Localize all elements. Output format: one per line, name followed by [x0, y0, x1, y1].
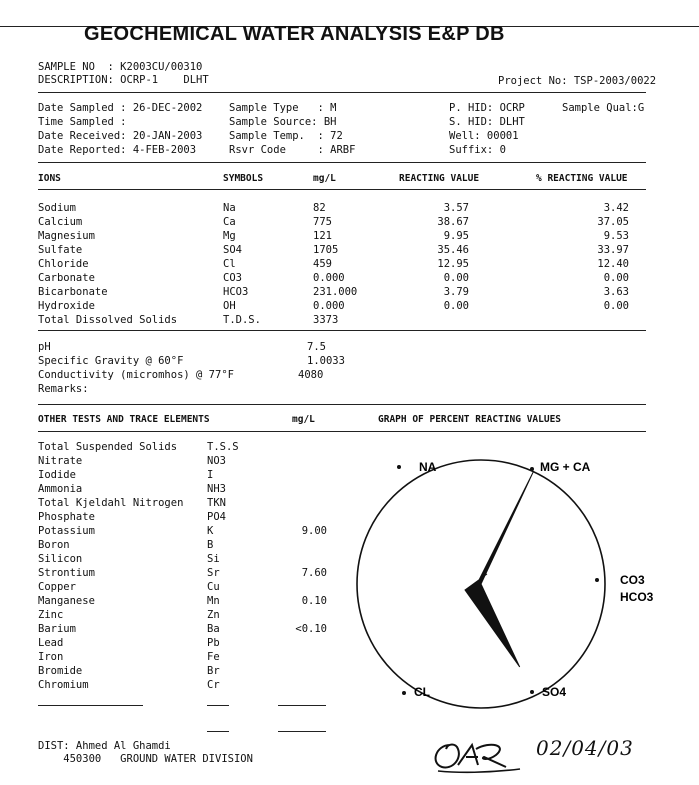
ion-reacting-value: 3.79 — [443, 286, 469, 298]
ion-name: Magnesium — [38, 230, 95, 242]
ion-row — [0, 285, 699, 299]
na-marker — [397, 465, 401, 469]
co3-label: CO3 — [620, 573, 645, 587]
blank-line — [278, 705, 326, 706]
na-label: NA — [419, 460, 437, 474]
percent-reacting-graph — [340, 440, 670, 720]
sample-qual: Sample Qual:G — [562, 102, 645, 114]
ion-mgl: 0.000 — [313, 300, 345, 312]
ion-row — [0, 201, 699, 215]
ion-mgl: 82 — [313, 202, 326, 214]
so4-label: SO4 — [542, 685, 567, 699]
mg-ca-marker — [530, 467, 534, 471]
ion-row — [0, 215, 699, 229]
ion-mgl: 775 — [313, 216, 332, 228]
date-sampled: Date Sampled : 26-DEC-2002 — [38, 102, 203, 114]
trace-symbol: Mn — [207, 595, 220, 607]
ion-name: Total Dissolved Solids — [38, 314, 178, 326]
ion-mgl: 1705 — [313, 244, 339, 256]
trace-name: Total Kjeldahl Nitrogen — [38, 497, 184, 509]
ion-reacting-value: 0.00 — [443, 272, 469, 284]
ion-reacting-value: 12.95 — [437, 258, 469, 270]
dist-line: DIST: Ahmed Al Ghamdi — [38, 740, 171, 752]
ion-mgl: 0.000 — [313, 272, 345, 284]
signature-date: 02/04/03 — [536, 736, 634, 760]
ion-reacting-value: 3.57 — [443, 202, 469, 214]
blank-line — [207, 731, 229, 732]
divider — [38, 404, 646, 405]
trace-name: Bromide — [38, 665, 83, 677]
ion-symbol: Ca — [223, 216, 236, 228]
ion-name: Sulfate — [38, 244, 83, 256]
trace-name: Lead — [38, 637, 64, 649]
ion-percent-reacting-value: 0.00 — [603, 300, 629, 312]
trace-name: Chromium — [38, 679, 89, 691]
blank-line — [207, 705, 229, 706]
rsvr-code: Rsvr Code : ARBF — [229, 144, 356, 156]
ion-percent-reacting-value: 12.40 — [597, 258, 629, 270]
ion-row — [0, 299, 699, 313]
ion-symbol: T.D.S. — [223, 314, 261, 326]
property-value: 7.5 — [307, 341, 326, 353]
ion-reacting-value: 0.00 — [443, 300, 469, 312]
trace-symbol: T.S.S — [207, 441, 239, 453]
ion-symbol: OH — [223, 300, 236, 312]
trace-name: Ammonia — [38, 483, 83, 495]
hco3-label: HCO3 — [620, 590, 654, 604]
blank-line — [278, 731, 326, 732]
trace-value: 0.10 — [301, 595, 327, 607]
header-symbols: SYMBOLS — [223, 173, 264, 184]
ion-percent-reacting-value: 0.00 — [603, 272, 629, 284]
trace-value: 9.00 — [301, 525, 327, 537]
trace-symbol: TKN — [207, 497, 226, 509]
ion-mgl: 459 — [313, 258, 332, 270]
well: Well: 00001 — [449, 130, 519, 142]
trace-name: Silicon — [38, 553, 83, 565]
trace-value: <0.10 — [295, 623, 327, 635]
ion-symbol: SO4 — [223, 244, 242, 256]
trace-name: Iron — [38, 651, 64, 663]
ion-symbol: Cl — [223, 258, 236, 270]
ion-symbol: HCO3 — [223, 286, 249, 298]
trace-symbol: NH3 — [207, 483, 226, 495]
ion-symbol: Mg — [223, 230, 236, 242]
property-label: Conductivity (micromhos) @ 77°F — [38, 369, 234, 381]
trace-symbol: Sr — [207, 567, 220, 579]
divider — [38, 330, 646, 331]
trace-symbol: NO3 — [207, 455, 226, 467]
trace-symbol: Ba — [207, 623, 220, 635]
ion-reacting-value: 38.67 — [437, 216, 469, 228]
trace-name: Potassium — [38, 525, 95, 537]
ion-percent-reacting-value: 9.53 — [603, 230, 629, 242]
cl-label: CL — [414, 685, 430, 699]
ion-name: Bicarbonate — [38, 286, 108, 298]
header-mgl: mg/L — [313, 173, 336, 184]
property-label: Specific Gravity @ 60°F — [38, 355, 184, 367]
trace-symbol: Cu — [207, 581, 220, 593]
ion-row — [0, 257, 699, 271]
sample-type: Sample Type : M — [229, 102, 337, 114]
so4-marker — [530, 690, 534, 694]
time-sampled: Time Sampled : — [38, 116, 127, 128]
sample-description: DESCRIPTION: OCRP-1 DLHT — [38, 74, 209, 86]
trace-value: 7.60 — [301, 567, 327, 579]
graph-reacting-polygon — [465, 472, 533, 667]
date-received: Date Received: 20-JAN-2003 — [38, 130, 203, 142]
ion-name: Calcium — [38, 216, 83, 228]
property-value: 1.0033 — [307, 355, 345, 367]
trace-symbol: K — [207, 525, 214, 537]
ion-row — [0, 271, 699, 285]
trace-symbol: PO4 — [207, 511, 226, 523]
trace-symbol: I — [207, 469, 214, 481]
co3-hco3-marker — [595, 578, 599, 582]
ion-percent-reacting-value: 3.63 — [603, 286, 629, 298]
divider — [38, 92, 646, 93]
header-other-tests: OTHER TESTS AND TRACE ELEMENTS — [38, 414, 210, 425]
trace-name: Iodide — [38, 469, 76, 481]
divider — [38, 431, 646, 432]
trace-name: Total Suspended Solids — [38, 441, 178, 453]
suffix: Suffix: 0 — [449, 144, 506, 156]
handwritten-signature — [428, 735, 528, 780]
ion-percent-reacting-value: 37.05 — [597, 216, 629, 228]
ion-percent-reacting-value: 33.97 — [597, 244, 629, 256]
ion-name: Sodium — [38, 202, 76, 214]
header-reacting-value: REACTING VALUE — [399, 173, 480, 184]
trace-name: Barium — [38, 623, 76, 635]
ion-row — [0, 243, 699, 257]
trace-symbol: Cr — [207, 679, 220, 691]
trace-symbol: Si — [207, 553, 220, 565]
ion-mgl: 3373 — [313, 314, 339, 326]
s-hid: S. HID: DLHT — [449, 116, 525, 128]
ion-name: Chloride — [38, 258, 89, 270]
trace-name: Manganese — [38, 595, 95, 607]
ion-symbol: CO3 — [223, 272, 242, 284]
sample-number: SAMPLE NO : K2003CU/00310 — [38, 61, 203, 73]
ion-reacting-value: 35.46 — [437, 244, 469, 256]
trace-symbol: Zn — [207, 609, 220, 621]
trace-symbol: Br — [207, 665, 220, 677]
blank-line — [38, 705, 143, 706]
ion-percent-reacting-value: 3.42 — [603, 202, 629, 214]
ion-mgl: 121 — [313, 230, 332, 242]
ion-reacting-value: 9.95 — [443, 230, 469, 242]
header-percent-reacting-value: % REACTING VALUE — [536, 173, 628, 184]
sample-temp: Sample Temp. : 72 — [229, 130, 343, 142]
sample-source: Sample Source: BH — [229, 116, 337, 128]
trace-symbol: Pb — [207, 637, 220, 649]
project-number: Project No: TSP-2003/0022 — [498, 75, 657, 87]
date-reported: Date Reported: 4-FEB-2003 — [38, 144, 197, 156]
trace-name: Copper — [38, 581, 76, 593]
ion-symbol: Na — [223, 202, 236, 214]
ion-row — [0, 229, 699, 243]
trace-name: Strontium — [38, 567, 95, 579]
trace-name: Nitrate — [38, 455, 83, 467]
division-line: 450300 GROUND WATER DIVISION — [38, 753, 253, 765]
trace-name: Phosphate — [38, 511, 95, 523]
document-title: GEOCHEMICAL WATER ANALYSIS E&P DB — [84, 23, 505, 45]
trace-symbol: B — [207, 539, 214, 551]
header-trace-mgl: mg/L — [292, 414, 315, 425]
ion-name: Hydroxide — [38, 300, 95, 312]
header-ions: IONS — [38, 173, 61, 184]
ion-name: Carbonate — [38, 272, 95, 284]
trace-name: Zinc — [38, 609, 64, 621]
property-value: 4080 — [298, 369, 324, 381]
header-graph: GRAPH OF PERCENT REACTING VALUES — [378, 414, 562, 425]
remarks-label: Remarks: — [38, 383, 89, 395]
trace-name: Boron — [38, 539, 70, 551]
divider — [38, 162, 646, 163]
ion-row — [0, 313, 699, 327]
trace-symbol: Fe — [207, 651, 220, 663]
divider — [38, 189, 646, 190]
mg-ca-label: MG + CA — [540, 460, 591, 474]
p-hid: P. HID: OCRP — [449, 102, 525, 114]
ion-mgl: 231.000 — [313, 286, 358, 298]
property-label: pH — [38, 341, 51, 353]
cl-marker — [402, 691, 406, 695]
